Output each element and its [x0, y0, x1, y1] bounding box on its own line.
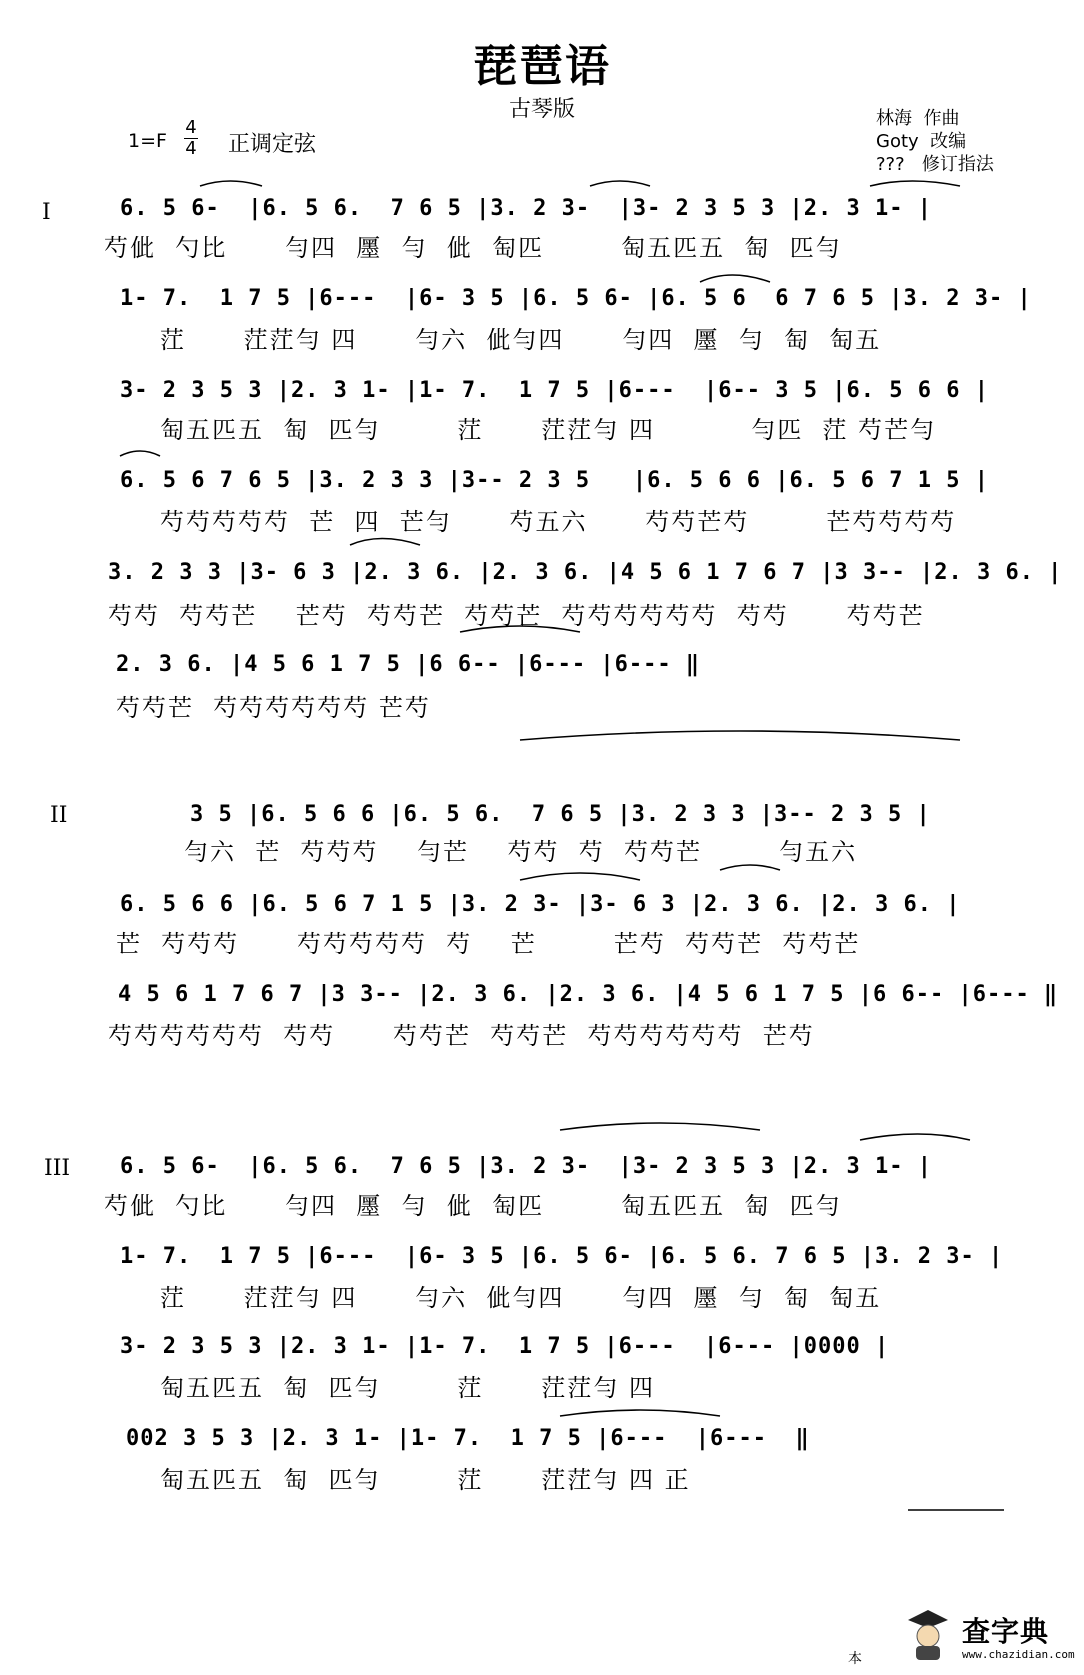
tablature-line: 匋五匹五 匋 匹勻 茳 茳茳勻 四 — [160, 1374, 655, 1402]
notation-line: 1- 7. 1 7 5 |6--- |6- 3 5 |6. 5 6- |6. 5 6. 7 6 5 |3. 2 3- | — [120, 1244, 1004, 1269]
slur-mark — [560, 1410, 720, 1416]
tuning-label: 正调定弦 — [228, 132, 317, 157]
scholar-mascot-icon — [906, 1606, 950, 1662]
notation-line: 2. 3 6. |4 5 6 1 7 5 |6 6-- |6--- |6--- ‖ — [116, 652, 701, 677]
tablature-line: 匋五匹五 匋 匹勻 茳 茳茳勻 四 勻匹 茳 芍芒勻 — [160, 416, 937, 444]
notation-line: 6. 5 6- |6. 5 6. 7 6 5 |3. 2 3- |3- 2 3 5 3 |2. 3 1- | — [120, 1154, 932, 1179]
notation-line: 4 5 6 1 7 6 7 |3 3-- |2. 3 6. |2. 3 6. |4 5 6 1 7 5 |6 6-- |6--- ‖ — [118, 982, 1059, 1007]
notation-line: 002 3 5 3 |2. 3 1- |1- 7. 1 7 5 |6--- |6--- ‖ — [126, 1426, 810, 1451]
tablature-line: 芍芍 芍芍芒 芒芍 芍芍芒 芍芍芒 芍芍芍芍芍芍 芍芍 芍芍芒 — [108, 602, 925, 630]
credit-composer: 林海 作曲 — [876, 108, 960, 129]
credit-fingering: ??? 修订指法 — [876, 154, 994, 175]
slur-mark — [870, 181, 960, 186]
credit-arranger: Goty 改编 — [876, 131, 967, 152]
tablature-line: 芍芍芍芍芍芍 芍芍 芍芍芒 芍芍芒 芍芍芍芍芍芍 芒芍 — [108, 1022, 815, 1050]
notation-line: 1- 7. 1 7 5 |6--- |6- 3 5 |6. 5 6- |6. 5 6 6 7 6 5 |3. 2 3- | — [120, 286, 1032, 311]
tablature-line: 芍芍芒 芍芍芍芍芍芍 芒芍 — [116, 694, 431, 722]
notation-line: 3 5 |6. 5 6 6 |6. 5 6. 7 6 5 |3. 2 3 3 |3-- 2 3 5 | — [190, 802, 931, 827]
meter-top: 4 — [185, 117, 197, 138]
slur-mark — [720, 865, 780, 870]
score-subtitle: 古琴版 — [508, 97, 575, 122]
tablature-line: 芍芍芍芍芍 芒 四 芒勻 芍五六 芍芍芒芍 芒芍芍芍芍 — [160, 508, 957, 536]
notation-line: 6. 5 6- |6. 5 6. 7 6 5 |3. 2 3- |3- 2 3 5 3 |2. 3 1- | — [120, 196, 932, 221]
key-signature: 1=F — [128, 130, 167, 152]
slur-mark — [560, 1123, 760, 1130]
notation-line: 3- 2 3 5 3 |2. 3 1- |1- 7. 1 7 5 |6--- |6-- 3 5 |6. 5 6 6 | — [120, 378, 989, 403]
notation-line: 3- 2 3 5 3 |2. 3 1- |1- 7. 1 7 5 |6--- |6--- |0000 | — [120, 1334, 890, 1359]
notation-line: 6. 5 6 6 |6. 5 6 7 1 5 |3. 2 3- |3- 6 3 |2. 3 6. |2. 3 6. | — [120, 892, 961, 917]
tablature-line: 芒 芍芍芍 芍芍芍芍芍 芍 芒 芒芍 芍芍芒 芍芍芒 — [116, 930, 861, 958]
score-title: 琵琶语 — [473, 41, 611, 92]
tablature-line: 匋五匹五 匋 匹勻 茳 茳茳勻 四 正 — [160, 1466, 691, 1494]
tablature-line: 芍佌 勺比 勻四 㕓 勻 佌 匋匹 匋五匹五 匋 匹勻 — [104, 1192, 842, 1220]
notation-line: 6. 5 6 7 6 5 |3. 2 3 3 |3-- 2 3 5 |6. 5 6 6 |6. 5 6 7 1 5 | — [120, 468, 989, 493]
tablature-line: 芍佌 勺比 勻四 㕓 勻 佌 匋匹 匋五匹五 匋 匹勻 — [104, 234, 842, 262]
slur-mark — [520, 873, 640, 880]
footer-ben: 本 — [848, 1651, 862, 1667]
notation-line: 3. 2 3 3 |3- 6 3 |2. 3 6. |2. 3 6. |4 5 6 1 7 6 7 |3 3-- |2. 3 6. | — [108, 560, 1063, 585]
slur-mark — [200, 181, 262, 186]
section-label-3: III — [44, 1156, 71, 1181]
section-label-1: I — [42, 200, 51, 225]
site-logo-url: www.chazidian.com — [962, 1648, 1075, 1661]
slur-mark — [350, 539, 420, 546]
slur-mark — [120, 451, 160, 456]
slur-mark — [460, 626, 580, 632]
tablature-line: 茳 茳茳勻 四 勻六 佌勻四 勻四 㕓 勻 匋 匋五 — [160, 326, 882, 354]
slur-mark — [860, 1134, 970, 1140]
tablature-line: 勻六 芒 芍芍芍 勻芒 芍芍 芍 芍芍芒 勻五六 — [184, 838, 858, 866]
slur-mark — [700, 275, 770, 282]
slur-mark — [590, 181, 650, 186]
tablature-line: 茳 茳茳勻 四 勻六 佌勻四 勻四 㕓 勻 匋 匋五 — [160, 1284, 882, 1312]
site-logo-text: 查字典 — [962, 1615, 1050, 1648]
slur-mark — [520, 731, 960, 740]
meter-bottom: 4 — [185, 138, 197, 159]
section-label-2: II — [50, 803, 68, 828]
